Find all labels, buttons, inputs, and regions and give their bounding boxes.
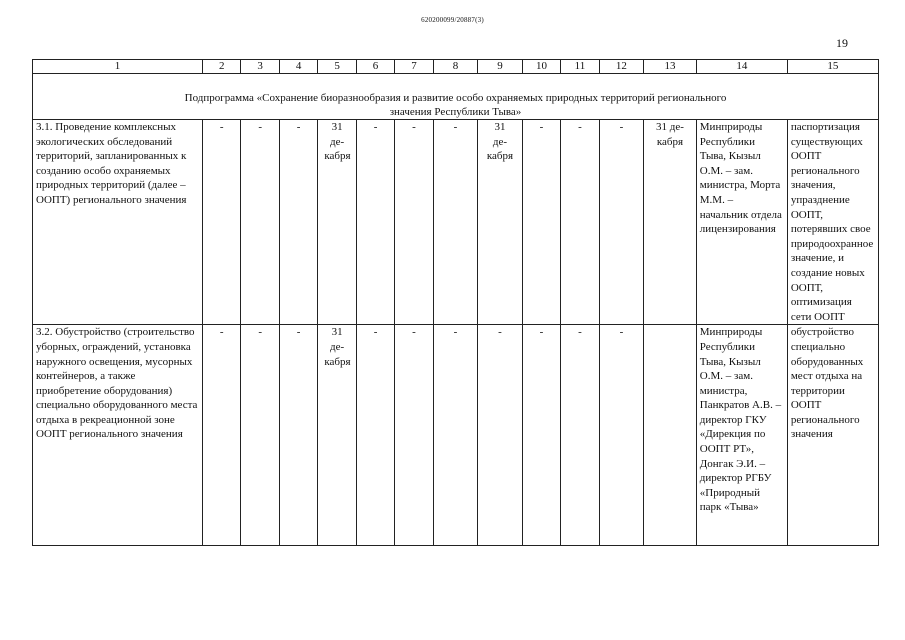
responsible-cell: Минприроды Республики Тыва, Кызыл О.М. – зам. министра, Панкратов А.В. – директор ГКУ «Дирекция по ООПТ РТ», Донгак Э.И. – директор РГБУ «Природный парк «Тыва» [696,325,787,546]
subprogram-title: Подпрограмма «Сохранение биоразнообразия и развитие особо охраняемых природных территорий регионального значения Республики Тыва» [33,74,879,120]
col-header-4: 4 [279,60,317,74]
col-header-15: 15 [787,60,878,74]
table-cell: - [203,325,241,546]
table-cell: - [522,120,560,325]
col-header-11: 11 [561,60,599,74]
col-header-10: 10 [522,60,560,74]
col-header-5: 5 [318,60,356,74]
table-cell: - [433,325,478,546]
col-header-12: 12 [599,60,644,74]
program-table [32,59,879,546]
responsible-cell: Минприроды Республики Тыва, Кызыл О.М. – зам. министра, Морта М.М. – начальник отдела лицензирования [696,120,787,325]
deadline-cell: 31 де-кабря [318,120,356,325]
deadline-cell: 31 де-кабря [318,325,356,546]
table-cell: - [395,325,433,546]
table-cell: - [356,325,394,546]
result-cell: обустройство специально оборудованных мест отдыха на территории ООПТ регионального значения [787,325,878,546]
deadline-cell: 31 де-кабря [644,120,697,325]
result-cell: паспортизация существующих ООПТ регионального значения, упразднение ООПТ, потерявших свое природоохранное значение, и создание новых ООПТ, оптимизация сети ООПТ [787,120,878,325]
table-cell: - [279,120,317,325]
col-header-8: 8 [433,60,478,74]
col-header-13: 13 [644,60,697,74]
column-number-row [33,60,879,74]
subprogram-row [33,74,879,120]
table-cell: - [356,120,394,325]
col-header-7: 7 [395,60,433,74]
measure-description: 3.1. Проведение комплексных экологических обследований территорий, запланированных к созданию особо охраняемых природных территорий (далее – ООПТ) регионального значения [33,120,203,325]
col-header-2: 2 [203,60,241,74]
table-cell: - [522,325,560,546]
table-cell: - [478,325,523,546]
table-cell [644,325,697,546]
table-cell: - [395,120,433,325]
table-cell: - [599,120,644,325]
table-cell: - [279,325,317,546]
table-cell: - [433,120,478,325]
table-row [33,120,879,325]
table-row [33,325,879,546]
table-cell: - [241,120,279,325]
col-header-9: 9 [478,60,523,74]
measure-description: 3.2. Обустройство (строительство уборных, ограждений, установка наружного освещения, мусорных контейнеров, а также приобретение оборудования) специально оборудованного места отдыха в рекреационной зоне ООПТ регионального значения [33,325,203,546]
col-header-14: 14 [696,60,787,74]
table-cell: - [599,325,644,546]
table-cell: - [241,325,279,546]
deadline-cell: 31 де-кабря [478,120,523,325]
col-header-6: 6 [356,60,394,74]
table-cell: - [203,120,241,325]
page-number: 19 [836,36,848,50]
table-cell: - [561,120,599,325]
document-id: 620200099/20887(3) [421,16,484,24]
col-header-3: 3 [241,60,279,74]
col-header-1: 1 [33,60,203,74]
table-cell: - [561,325,599,546]
